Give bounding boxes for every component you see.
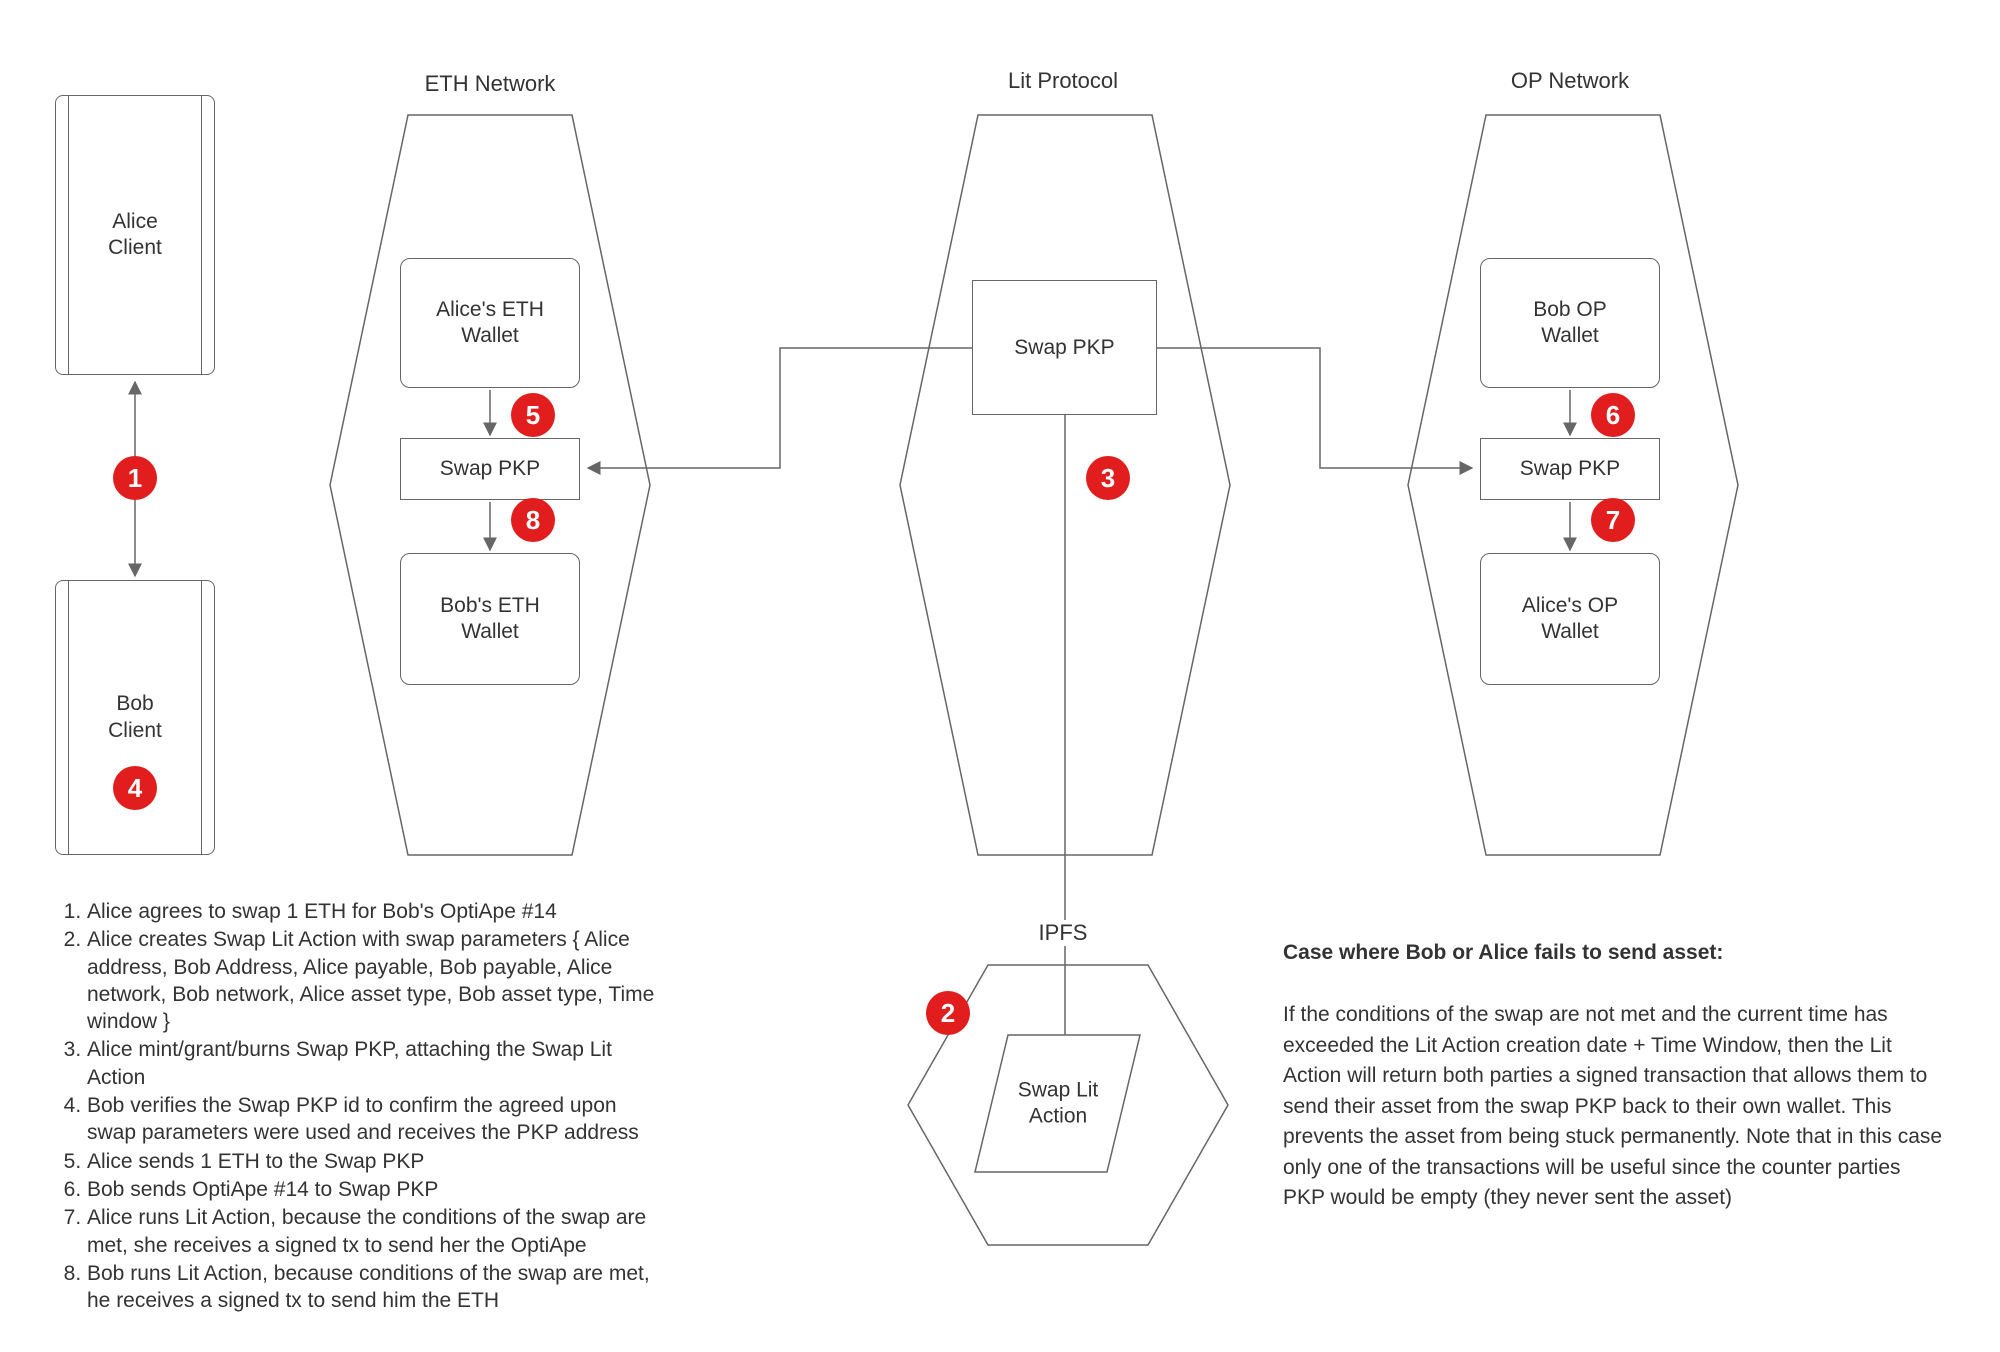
failure-note-block [1283,938,1943,1214]
alice-client-label: Alice Client [108,209,162,259]
badge-step-3: 3 [1086,456,1130,500]
op-swap-pkp-label: Swap PKP [1519,457,1621,481]
lit-protocol-title: Lit Protocol [1007,68,1119,93]
bob-op-wallet-node [1480,258,1660,388]
eth-network-title: ETH Network [424,71,556,96]
step-item: 1. Alice agrees to swap 1 ETH for Bob's OptiApe #14 [87,898,670,925]
failure-note-body: If the conditions of the swap are not met and the current time has exceeded the Lit Action creation date + Time Window, then the Lit Action will return both parties a signed transaction that allows them to send their asset from the swap PKP back to their own wallet. This prevents the asset from being stuck permanently. Note that in this case only one of the transactions will be useful since the counter parties PKP would be empty (they never sent the asset) [1283,1003,1943,1210]
eth-swap-pkp-label: Swap PKP [439,457,541,481]
alice-eth-wallet-node [400,258,580,388]
steps-list [55,898,670,1314]
bob-client-node [55,580,215,855]
step-item: 4. Bob verifies the Swap PKP id to confirm the agreed upon swap parameters were used and receives the PKP address [87,1092,670,1147]
step-item: 2. Alice creates Swap Lit Action with swap parameters { Alice address, Bob Address, Alice payable, Bob payable, Alice network, Bob network, Alice asset type, Bob asset type, Time window } [87,926,670,1035]
badge-step-5: 5 [511,393,555,437]
step-item: 6. Bob sends OptiApe #14 to Swap PKP [87,1176,670,1203]
lit-swap-pkp-node [972,280,1157,415]
bob-eth-wallet-label: Bob's ETH Wallet [440,594,540,643]
badge-step-8: 8 [511,498,555,542]
step-item: 8. Bob runs Lit Action, because conditions of the swap are met, he receives a signed tx to send him the ETH [87,1260,670,1315]
alice-op-wallet-node [1480,553,1660,685]
swap-lit-action-label: Swap Lit Action [1017,1078,1099,1127]
badge-step-2: 2 [926,991,970,1035]
alice-eth-wallet-label: Alice's ETH Wallet [436,298,544,347]
bob-client-label: Bob Client [108,692,162,742]
ipfs-title: IPFS [1031,920,1096,946]
steps-list-block [55,898,670,1315]
badge-step-1: 1 [113,456,157,500]
alice-client-node [55,95,215,375]
badge-step-6: 6 [1591,393,1635,437]
bob-eth-wallet-node [400,553,580,685]
alice-op-wallet-label: Alice's OP Wallet [1521,594,1619,643]
bob-op-wallet-label: Bob OP Wallet [1533,298,1607,347]
op-swap-pkp-node [1480,438,1660,500]
eth-swap-pkp-node [400,438,580,500]
lit-to-eth-connector [588,348,972,468]
badge-step-7: 7 [1591,498,1635,542]
step-item: 3. Alice mint/grant/burns Swap PKP, attaching the Swap Lit Action [87,1036,670,1091]
lit-swap-pkp-label: Swap PKP [1014,335,1115,359]
badge-step-4: 4 [113,766,157,810]
step-item: 7. Alice runs Lit Action, because the conditions of the swap are met, she receives a signed tx to send her the OptiApe [87,1204,670,1259]
failure-note-title: Case where Bob or Alice fails to send asset: [1283,941,1724,964]
step-item: 5. Alice sends 1 ETH to the Swap PKP [87,1148,670,1175]
op-network-title: OP Network [1510,68,1630,93]
